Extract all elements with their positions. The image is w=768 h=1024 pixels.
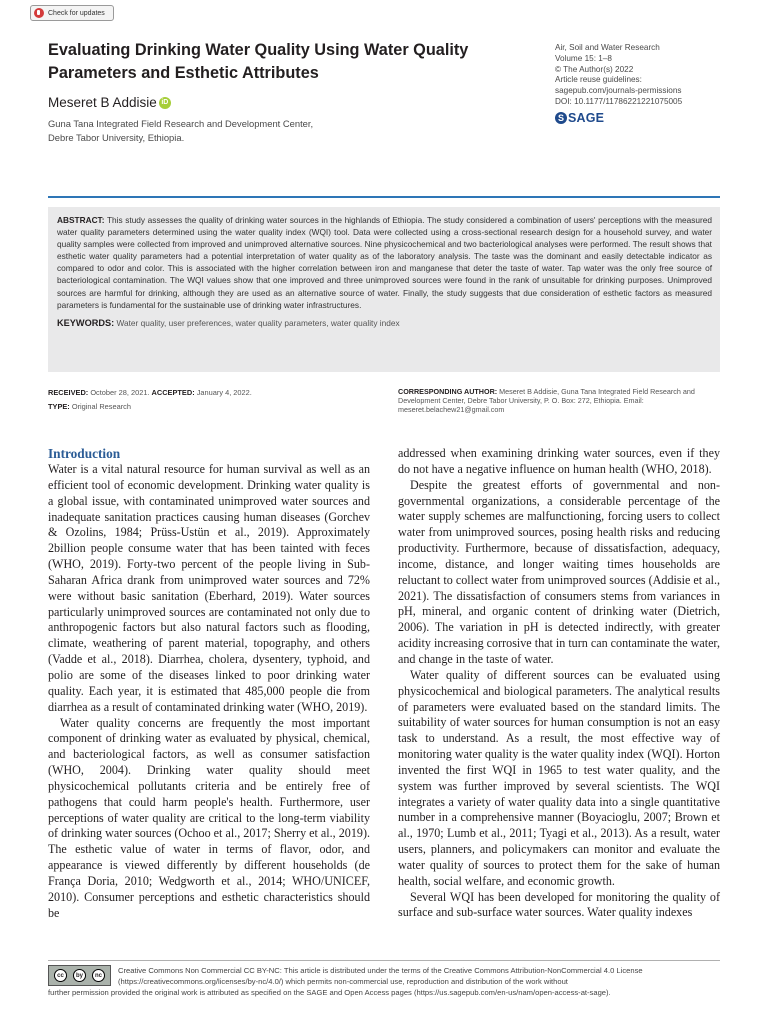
corresponding-label: CORRESPONDING AUTHOR: xyxy=(398,387,498,396)
keywords-label: KEYWORDS: xyxy=(57,317,115,328)
update-icon xyxy=(34,8,44,18)
license-text-continued: further permission provided the original work is attributed as specified on the SAGE and Open Access pages (https://us.sagepub.com/en-us/nam/open-access-at-sage). xyxy=(48,988,611,997)
section-heading: Introduction xyxy=(48,446,121,461)
received-label: RECEIVED: xyxy=(48,388,89,397)
by-icon: by xyxy=(73,969,86,982)
accepted-label: ACCEPTED: xyxy=(151,388,195,397)
reuse-guidelines-label: Article reuse guidelines: xyxy=(555,75,642,85)
corresponding-text: Meseret B Addisie, Guna Tana Integrated Field Research and Development Center, Debre Tabor University, P. O. Box: 272, Ethiopia. Email: meseret.belachew21@gmail.com xyxy=(398,387,695,414)
footer-divider xyxy=(48,960,720,961)
header-divider xyxy=(48,196,720,198)
sage-logo-text: SAGE xyxy=(568,111,605,125)
article-type: Original Research xyxy=(71,402,131,411)
corresponding-author xyxy=(398,387,723,414)
copyright: © The Author(s) 2022 xyxy=(555,64,634,74)
article-title: Evaluating Drinking Water Quality Using Water Quality Parameters and Esthetic Attributes xyxy=(48,41,469,82)
paragraph: Several WQI has been developed for monitoring the quality of surface and sub-surface water sources. Water quality indexes xyxy=(398,889,720,920)
abstract-box xyxy=(48,207,720,372)
affiliation xyxy=(48,117,378,145)
body-column-right xyxy=(398,446,720,921)
affiliation-line: Guna Tana Integrated Field Research and Development Center, xyxy=(48,118,314,129)
journal-info xyxy=(555,43,755,108)
article-dates xyxy=(48,387,252,413)
paragraph: addressed when examining drinking water sources, even if they do not have a negative influence on human health (WHO, 2018). xyxy=(398,446,720,476)
author-row xyxy=(48,95,171,110)
paragraph: Water quality concerns are frequently the most important component of drinking water as evaluated by physical, chemical, and bacteriological factors, as well as consumer satisfaction (WHO, 2004). Drinking water quality should meet physicochemical pollutants criteria and be entirely free of pathogens that could harm people's health. Furthermore, user perceptions of water quality are critical to the long-term viability of drinking water sources (Ochoo et al., 2017; Sherry et al., 2019). The esthetic value of water in terms of flavor, odor, and appearance is viewed differently by different households (de França Doria, 2010; Wedgworth et al., 2014; WHO/UNICEF, 2010). Consumer perceptions and esthetic characteristics should be xyxy=(48,715,370,920)
sage-logo-icon: S xyxy=(555,112,567,124)
paragraph: Water is a vital natural resource for human survival as well as an efficient tool of economic development. Drinking water quality is a global issue, with contaminated unimproved water sources and inadequate sanitation practices causing human diseases (Gorchev & Ozolins, 1984; Prüss-Ustün et al., 2019). Approximately 2billion people consume water that has been tainted with feces (WHO, 2019). Forty-two percent of the people living in Sub-Saharan Africa drank from unimproved water sources and 72% were without basic sanitation (Eberhard, 2019). Water sources particularly unimproved sources are contaminated not only due to anthropogenic factors but also natural factors such as flooding, climate, weathering of parent material, topography, and others (Vadde et al., 2018). Diarrhea, cholera, dysentery, typhoid, and polio are some of the diseases linked to poor drinking water quality. Each year, it is estimated that 485,000 people die from diarrhea as a result of contaminated drinking water (WHO, 2019). xyxy=(48,462,370,714)
body-column-left xyxy=(48,446,370,921)
accepted-date: January 4, 2022. xyxy=(196,388,252,397)
keywords xyxy=(57,318,712,328)
license-text: Creative Commons Non Commercial CC BY-NC: This article is distributed under the terms of the Creative Commons Attribution-NonCommercial 4.0 License (https://creativecommons.org/licenses/by-nc/4.0/) which permits non-commercial use, reproduction and distribution of the work without xyxy=(118,966,643,986)
sage-logo xyxy=(555,111,604,125)
cc-icon: cc xyxy=(54,969,67,982)
doi[interactable]: DOI: 10.1177/11786221221075005 xyxy=(555,96,683,106)
abstract-text: This study assesses the quality of drinking water sources in the highlands of Ethiopia. The study considered a combination of users' perceptions with the measured water quality parameters determined using the water quality index (WQI) tool. Data were collected using a cross-sectional research design for a household survey, and water quality samples were collected from improved and unimproved alternative sources. Nine physicochemical and two bacteriological analyses were performed. The result shows that esthetic water quality parameters had a potential interpretation of water quality as of the laboratory analysis. The taste was the dominant and easily detectable indicator as compared to odor and color. This is associated with the higher correlation between iron and manganese that deter the taste of water. Tap water was the only free source of bacteriological contamination. The WQI values show that one improved and three unimproved sources were found in the rank of unsuitable for drinking purposes. Unimproved sources are harmful for drinking, although they are used as an alternative source of water. Finally, the study suggests that due consideration of esthetic factors as measured parameters is fundamental for the sustainable use of drinking water infrastructures. xyxy=(57,215,712,310)
orcid-icon[interactable]: iD xyxy=(159,97,171,109)
journal-name: Air, Soil and Water Research xyxy=(555,43,660,52)
author-name: Meseret B Addisie xyxy=(48,95,157,110)
permissions-link[interactable]: sagepub.com/journals-permissions xyxy=(555,86,682,96)
creative-commons-badge[interactable] xyxy=(48,965,111,986)
abstract-label: ABSTRACT: xyxy=(57,215,105,225)
keywords-text: Water quality, user preferences, water quality parameters, water quality index xyxy=(116,317,400,328)
check-for-updates-button[interactable] xyxy=(30,5,114,21)
affiliation-line: Debre Tabor University, Ethiopia. xyxy=(48,132,185,143)
abstract xyxy=(57,214,712,311)
received-date: October 28, 2021. xyxy=(90,388,150,397)
type-label: TYPE: xyxy=(48,402,70,411)
check-for-updates-label: Check for updates xyxy=(48,9,105,17)
nc-icon: nc xyxy=(92,969,105,982)
paragraph: Despite the greatest efforts of governmental and non-governmental organizations, a considerable percentage of the water supply schemes are malfunctioning, forcing users to collect water from unimproved sources, posing health risks and reducing productivity. Furthermore, because of dissatisfaction, adequacy, income, distance, and longer waiting times households are reluctant to collect water from unimproved sources (Addisie et al., 2021). The dissatisfaction of consumers stems from variances in pH, mineral, and organic content of drinking water (Dietrich, 2006). The variation in pH is detected indirectly, with greater acidity increasing corrosive that in turn can contaminate the water, and change in the taste of water. xyxy=(398,477,720,666)
paragraph: Water quality of different sources can be evaluated using physicochemical and biological parameters. The analytical results of parameters were evaluated based on the standard limits. The suitability of water sources for human consumption is not an easy task to understand. As a result, the most effective way of monitoring water quality is the water quality index (WQI). Horton invented the first WQI in 1965 to test water quality, and the system was further improved by several scientists. The WQI integrates a variety of water quality data into a single quantitative number in a comprehensive manner (Boyacioglu, 2007; Brown et al., 1970; Lumb et al., 2011; Tyagi et al., 2013). As a result, water users, planners, and policymakers can monitor and evaluate the water quality of sources to protect them for the sake of human health, social welfare, and economic growth. xyxy=(398,667,720,888)
journal-volume: Volume 15: 1–8 xyxy=(555,53,612,63)
